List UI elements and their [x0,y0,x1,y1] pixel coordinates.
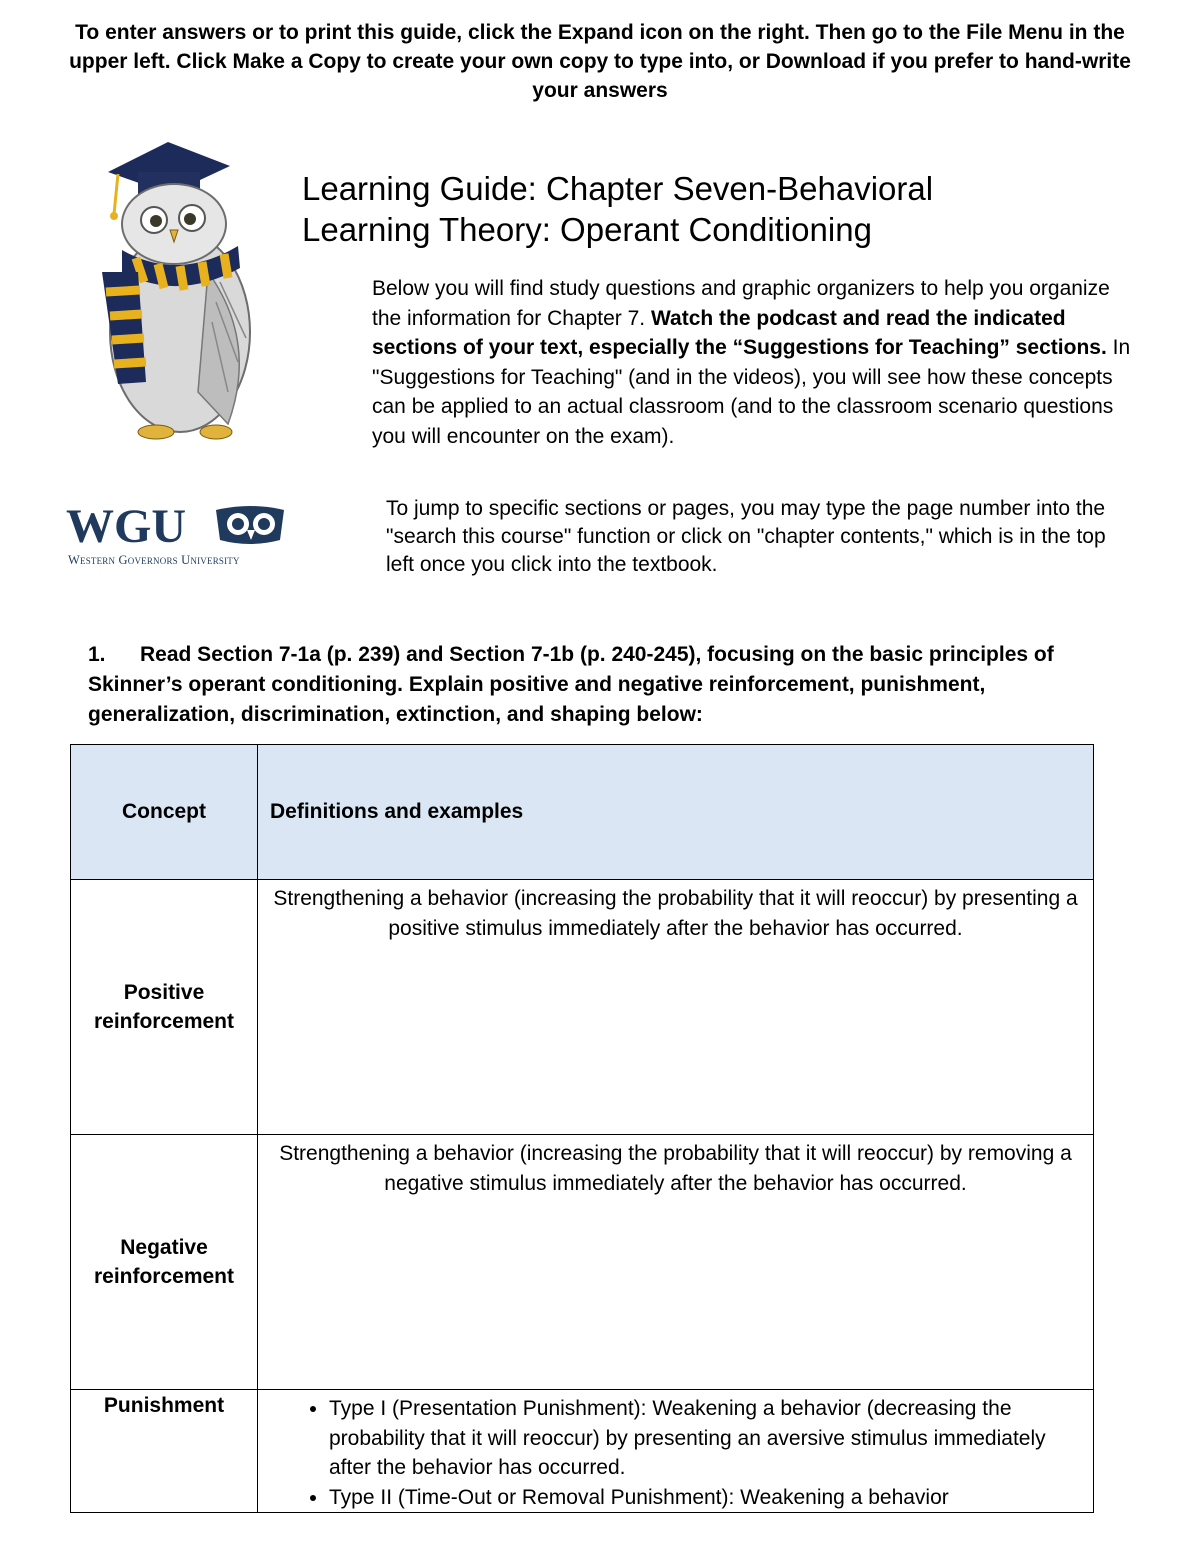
intro-text-2: In "Suggestions for Teaching" (and in the videos), you will see how these concepts can be applied to an actual classroom (and to the classroom scenario questions you will encounter on the exam). [372,336,1131,448]
header-definitions: Definitions and examples [258,745,1094,880]
jump-note: To jump to specific sections or pages, you may type the page number into the "search this course" function or click on "chapter contents," which is in the top left once you click into the textbook. [386,497,1106,576]
table-row [71,1390,1094,1513]
question-1 [88,640,1108,730]
question-number: 1. [88,643,106,666]
concept-label: Positive [123,980,205,1004]
instructions-banner: To enter answers or to print this guide, click the Expand icon on the right. Then go to the File Menu in the upper left. Click Make a Copy to create your own copy to type into, or Download if you prefer to hand-write your answers [69,21,1131,102]
concept-label: reinforcement [93,1010,235,1033]
concept-cell: Punishment [71,1390,258,1513]
intro-paragraph [372,274,1132,451]
table-row [71,1135,1094,1390]
definition-cell[interactable]: Strengthening a behavior (increasing the probability that it will reoccur) by presenting a positive stimulus immediately after the behavior has occurred. [258,880,1094,1135]
table-header-row [71,745,1094,880]
title-line-2: Learning Theory: Operant Conditioning [302,211,872,248]
title-line-1: Learning Guide: Chapter Seven-Behavioral [302,170,934,207]
concept-cell [71,880,258,1135]
list-item: • Type II (Time-Out or Removal Punishment): Weakening a behavior [329,1483,1073,1513]
header-concept: Concept [71,745,258,880]
concepts-table [70,744,1094,1513]
intro-text-1: Below you will find study questions and graphic organizers to help you organize the information for Chapter 7. [372,277,1110,330]
concept-label: Negative [120,1235,208,1259]
wgu-name: Western Governors University [68,553,240,567]
owl-mascot-image [88,132,268,444]
page-title [302,168,1122,250]
wgu-wordmark: WGU [66,500,186,553]
concept-label: reinforcement [93,1265,235,1288]
bullet-list [294,1394,1083,1512]
list-item: • Type I (Presentation Punishment): Weakening a behavior (decreasing the probability that it will reoccur) by presenting an aversive stimulus immediately after the behavior has occurred. [329,1394,1073,1483]
wgu-logo [66,500,288,570]
owl-face-icon [216,506,284,544]
definition-cell[interactable]: Strengthening a behavior (increasing the probability that it will reoccur) by removing a negative stimulus immediately after the behavior has occurred. [258,1135,1094,1390]
definition-cell[interactable] [258,1390,1094,1513]
question-text: Read Section 7-1a (p. 239) and Section 7-1b (p. 240-245), focusing on the basic principles of Skinner’s operant conditioning. Explain positive and negative reinforcement, punishment, generalization, discrimination, extinction, and shaping below: [88,643,1054,726]
table-row [71,880,1094,1135]
concept-cell [71,1135,258,1390]
intro-bold-text: Watch the podcast and read the indicated sections of your text, especially the “Suggestions for Teaching” sections. [372,306,1107,359]
